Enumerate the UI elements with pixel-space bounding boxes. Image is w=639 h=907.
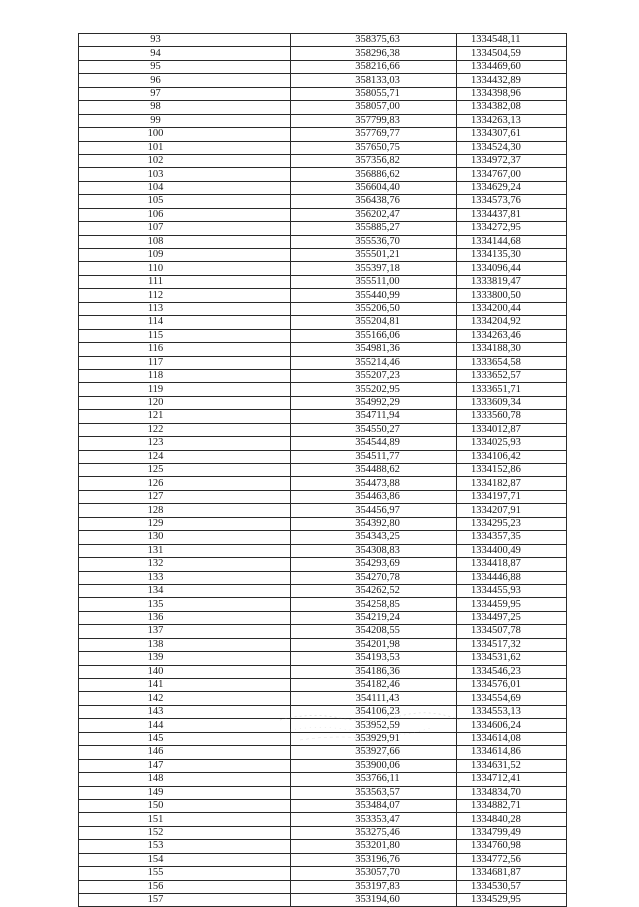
x-coordinate-cell: 354511,77 [291,450,457,463]
y-coordinate-cell: 1334204,92 [457,316,567,329]
y-coordinate-cell: 1334469,60 [457,60,567,73]
table-row [79,665,567,678]
x-coordinate-cell: 358133,03 [291,74,457,87]
point-number-cell: 157 [79,894,291,907]
table-row [79,235,567,248]
point-number-cell: 139 [79,652,291,665]
point-number-cell: 114 [79,316,291,329]
point-number-cell: 154 [79,853,291,866]
table-row [79,396,567,409]
table-row [79,101,567,114]
x-coordinate-cell: 355511,00 [291,275,457,288]
table-row [79,759,567,772]
y-coordinate-cell: 1334760,98 [457,840,567,853]
point-number-cell: 144 [79,719,291,732]
y-coordinate-cell: 1334446,88 [457,571,567,584]
table-row [79,87,567,100]
table-row [79,343,567,356]
table-row [79,302,567,315]
x-coordinate-cell: 358296,38 [291,47,457,60]
y-coordinate-cell: 1334606,24 [457,719,567,732]
y-coordinate-cell: 1334799,49 [457,826,567,839]
y-coordinate-cell: 1334504,59 [457,47,567,60]
x-coordinate-cell: 356438,76 [291,195,457,208]
point-number-cell: 132 [79,558,291,571]
table-row [79,679,567,692]
y-coordinate-cell: 1334188,30 [457,343,567,356]
table-row [79,813,567,826]
x-coordinate-cell: 354208,55 [291,625,457,638]
y-coordinate-cell: 1334459,95 [457,598,567,611]
y-coordinate-cell: 1334400,49 [457,544,567,557]
y-coordinate-cell: 1334882,71 [457,799,567,812]
x-coordinate-cell: 358375,63 [291,34,457,47]
point-number-cell: 147 [79,759,291,772]
point-number-cell: 99 [79,114,291,127]
table-row [79,249,567,262]
table-row [79,410,567,423]
y-coordinate-cell: 1334012,87 [457,423,567,436]
table-row [79,34,567,47]
point-number-cell: 123 [79,437,291,450]
x-coordinate-cell: 355214,46 [291,356,457,369]
y-coordinate-cell: 1333560,78 [457,410,567,423]
point-number-cell: 104 [79,181,291,194]
point-number-cell: 110 [79,262,291,275]
y-coordinate-cell: 1334767,00 [457,168,567,181]
point-number-cell: 106 [79,208,291,221]
x-coordinate-cell: 354262,52 [291,584,457,597]
table-row [79,383,567,396]
x-coordinate-cell: 354219,24 [291,611,457,624]
y-coordinate-cell: 1333609,34 [457,396,567,409]
y-coordinate-cell: 1334681,87 [457,867,567,880]
point-number-cell: 126 [79,477,291,490]
table-row [79,141,567,154]
y-coordinate-cell: 1334096,44 [457,262,567,275]
table-row [79,652,567,665]
point-number-cell: 96 [79,74,291,87]
table-row [79,840,567,853]
x-coordinate-cell: 353275,46 [291,826,457,839]
table-row [79,114,567,127]
point-number-cell: 103 [79,168,291,181]
x-coordinate-cell: 357799,83 [291,114,457,127]
x-coordinate-cell: 354111,43 [291,692,457,705]
table-row [79,464,567,477]
table-row [79,531,567,544]
x-coordinate-cell: 353563,57 [291,786,457,799]
y-coordinate-cell: 1334840,28 [457,813,567,826]
point-number-cell: 95 [79,60,291,73]
table-row [79,490,567,503]
y-coordinate-cell: 1334553,13 [457,705,567,718]
x-coordinate-cell: 355166,06 [291,329,457,342]
point-number-cell: 93 [79,34,291,47]
point-number-cell: 134 [79,584,291,597]
table-row [79,275,567,288]
x-coordinate-cell: 354456,97 [291,504,457,517]
table-row [79,786,567,799]
x-coordinate-cell: 355397,18 [291,262,457,275]
point-number-cell: 138 [79,638,291,651]
y-coordinate-cell: 1333652,57 [457,369,567,382]
point-number-cell: 111 [79,275,291,288]
point-number-cell: 101 [79,141,291,154]
point-number-cell: 140 [79,665,291,678]
y-coordinate-cell: 1333819,47 [457,275,567,288]
table-row [79,154,567,167]
point-number-cell: 125 [79,464,291,477]
x-coordinate-cell: 356604,40 [291,181,457,194]
point-number-cell: 127 [79,490,291,503]
point-number-cell: 153 [79,840,291,853]
x-coordinate-cell: 353197,83 [291,880,457,893]
table-row [79,611,567,624]
y-coordinate-cell: 1334517,32 [457,638,567,651]
table-row [79,732,567,745]
point-number-cell: 94 [79,47,291,60]
coordinates-table-body [79,34,567,907]
table-row [79,598,567,611]
table-row [79,450,567,463]
point-number-cell: 118 [79,369,291,382]
x-coordinate-cell: 355885,27 [291,222,457,235]
x-coordinate-cell: 354193,53 [291,652,457,665]
x-coordinate-cell: 358055,71 [291,87,457,100]
x-coordinate-cell: 353196,76 [291,853,457,866]
y-coordinate-cell: 1334135,30 [457,249,567,262]
x-coordinate-cell: 354293,69 [291,558,457,571]
y-coordinate-cell: 1334614,86 [457,746,567,759]
x-coordinate-cell: 353927,66 [291,746,457,759]
x-coordinate-cell: 354488,62 [291,464,457,477]
x-coordinate-cell: 353353,47 [291,813,457,826]
table-row [79,799,567,812]
y-coordinate-cell: 1334432,89 [457,74,567,87]
point-number-cell: 124 [79,450,291,463]
point-number-cell: 120 [79,396,291,409]
point-number-cell: 117 [79,356,291,369]
point-number-cell: 100 [79,128,291,141]
y-coordinate-cell: 1334182,87 [457,477,567,490]
y-coordinate-cell: 1334529,95 [457,894,567,907]
point-number-cell: 112 [79,289,291,302]
x-coordinate-cell: 354473,88 [291,477,457,490]
x-coordinate-cell: 358216,66 [291,60,457,73]
y-coordinate-cell: 1334834,70 [457,786,567,799]
point-number-cell: 115 [79,329,291,342]
x-coordinate-cell: 354186,36 [291,665,457,678]
point-number-cell: 148 [79,773,291,786]
x-coordinate-cell: 354711,94 [291,410,457,423]
y-coordinate-cell: 1334307,61 [457,128,567,141]
point-number-cell: 137 [79,625,291,638]
y-coordinate-cell: 1334772,56 [457,853,567,866]
y-coordinate-cell: 1334272,95 [457,222,567,235]
table-row [79,168,567,181]
x-coordinate-cell: 356886,62 [291,168,457,181]
table-row [79,544,567,557]
point-number-cell: 129 [79,517,291,530]
table-row [79,437,567,450]
table-row [79,128,567,141]
x-coordinate-cell: 353929,91 [291,732,457,745]
y-coordinate-cell: 1334497,25 [457,611,567,624]
point-number-cell: 122 [79,423,291,436]
point-number-cell: 119 [79,383,291,396]
y-coordinate-cell: 1334106,42 [457,450,567,463]
table-row [79,692,567,705]
point-number-cell: 109 [79,249,291,262]
y-coordinate-cell: 1334629,24 [457,181,567,194]
table-row [79,47,567,60]
point-number-cell: 121 [79,410,291,423]
x-coordinate-cell: 357650,75 [291,141,457,154]
point-number-cell: 97 [79,87,291,100]
point-number-cell: 149 [79,786,291,799]
x-coordinate-cell: 354270,78 [291,571,457,584]
point-number-cell: 143 [79,705,291,718]
y-coordinate-cell: 1334295,23 [457,517,567,530]
y-coordinate-cell: 1334263,46 [457,329,567,342]
table-row [79,584,567,597]
y-coordinate-cell: 1334398,96 [457,87,567,100]
x-coordinate-cell: 354343,25 [291,531,457,544]
y-coordinate-cell: 1334972,37 [457,154,567,167]
y-coordinate-cell: 1334507,78 [457,625,567,638]
x-coordinate-cell: 354258,85 [291,598,457,611]
point-number-cell: 108 [79,235,291,248]
x-coordinate-cell: 354106,23 [291,705,457,718]
table-row [79,853,567,866]
point-number-cell: 142 [79,692,291,705]
y-coordinate-cell: 1334546,23 [457,665,567,678]
table-row [79,60,567,73]
y-coordinate-cell: 1334455,93 [457,584,567,597]
table-row [79,517,567,530]
x-coordinate-cell: 357356,82 [291,154,457,167]
x-coordinate-cell: 354308,83 [291,544,457,557]
y-coordinate-cell: 1334631,52 [457,759,567,772]
point-number-cell: 107 [79,222,291,235]
table-row [79,356,567,369]
y-coordinate-cell: 1334530,57 [457,880,567,893]
point-number-cell: 131 [79,544,291,557]
x-coordinate-cell: 353766,11 [291,773,457,786]
y-coordinate-cell: 1334524,30 [457,141,567,154]
table-row [79,316,567,329]
point-number-cell: 152 [79,826,291,839]
table-row [79,826,567,839]
y-coordinate-cell: 1334573,76 [457,195,567,208]
point-number-cell: 155 [79,867,291,880]
point-number-cell: 151 [79,813,291,826]
y-coordinate-cell: 1334531,62 [457,652,567,665]
y-coordinate-cell: 1333651,71 [457,383,567,396]
table-row [79,208,567,221]
x-coordinate-cell: 355204,81 [291,316,457,329]
y-coordinate-cell: 1334554,69 [457,692,567,705]
table-row [79,477,567,490]
x-coordinate-cell: 355536,70 [291,235,457,248]
table-row [79,571,567,584]
y-coordinate-cell: 1334418,87 [457,558,567,571]
x-coordinate-cell: 353057,70 [291,867,457,880]
table-row [79,719,567,732]
y-coordinate-cell: 1334382,08 [457,101,567,114]
x-coordinate-cell: 355207,23 [291,369,457,382]
point-number-cell: 130 [79,531,291,544]
table-row [79,558,567,571]
y-coordinate-cell: 1334144,68 [457,235,567,248]
table-row [79,705,567,718]
x-coordinate-cell: 354550,27 [291,423,457,436]
point-number-cell: 141 [79,679,291,692]
y-coordinate-cell: 1334025,93 [457,437,567,450]
table-row [79,880,567,893]
x-coordinate-cell: 354392,80 [291,517,457,530]
y-coordinate-cell: 1334576,01 [457,679,567,692]
x-coordinate-cell: 354463,86 [291,490,457,503]
x-coordinate-cell: 354182,46 [291,679,457,692]
y-coordinate-cell: 1334548,11 [457,34,567,47]
x-coordinate-cell: 356202,47 [291,208,457,221]
x-coordinate-cell: 355501,21 [291,249,457,262]
point-number-cell: 133 [79,571,291,584]
table-row [79,625,567,638]
table-row [79,329,567,342]
y-coordinate-cell: 1334207,91 [457,504,567,517]
x-coordinate-cell: 357769,77 [291,128,457,141]
point-number-cell: 116 [79,343,291,356]
point-number-cell: 128 [79,504,291,517]
table-row [79,369,567,382]
point-number-cell: 135 [79,598,291,611]
x-coordinate-cell: 354544,89 [291,437,457,450]
table-row [79,746,567,759]
y-coordinate-cell: 1334263,13 [457,114,567,127]
x-coordinate-cell: 353484,07 [291,799,457,812]
table-row [79,867,567,880]
x-coordinate-cell: 354992,29 [291,396,457,409]
point-number-cell: 98 [79,101,291,114]
y-coordinate-cell: 1333800,50 [457,289,567,302]
table-row [79,181,567,194]
point-number-cell: 105 [79,195,291,208]
point-number-cell: 150 [79,799,291,812]
coordinates-table [78,33,567,907]
y-coordinate-cell: 1334152,86 [457,464,567,477]
x-coordinate-cell: 354981,36 [291,343,457,356]
table-row [79,262,567,275]
table-row [79,504,567,517]
x-coordinate-cell: 353952,59 [291,719,457,732]
table-row [79,773,567,786]
y-coordinate-cell: 1334712,41 [457,773,567,786]
table-row [79,289,567,302]
y-coordinate-cell: 1334437,81 [457,208,567,221]
table-row [79,222,567,235]
y-coordinate-cell: 1333654,58 [457,356,567,369]
y-coordinate-cell: 1334357,35 [457,531,567,544]
point-number-cell: 113 [79,302,291,315]
x-coordinate-cell: 358057,00 [291,101,457,114]
point-number-cell: 136 [79,611,291,624]
x-coordinate-cell: 353900,06 [291,759,457,772]
y-coordinate-cell: 1334200,44 [457,302,567,315]
x-coordinate-cell: 355206,50 [291,302,457,315]
table-row [79,195,567,208]
point-number-cell: 156 [79,880,291,893]
table-row [79,423,567,436]
x-coordinate-cell: 355202,95 [291,383,457,396]
point-number-cell: 102 [79,154,291,167]
x-coordinate-cell: 353194,60 [291,894,457,907]
x-coordinate-cell: 353201,80 [291,840,457,853]
y-coordinate-cell: 1334614,08 [457,732,567,745]
x-coordinate-cell: 354201,98 [291,638,457,651]
y-coordinate-cell: 1334197,71 [457,490,567,503]
point-number-cell: 146 [79,746,291,759]
table-row [79,638,567,651]
x-coordinate-cell: 355440,99 [291,289,457,302]
point-number-cell: 145 [79,732,291,745]
table-row [79,74,567,87]
